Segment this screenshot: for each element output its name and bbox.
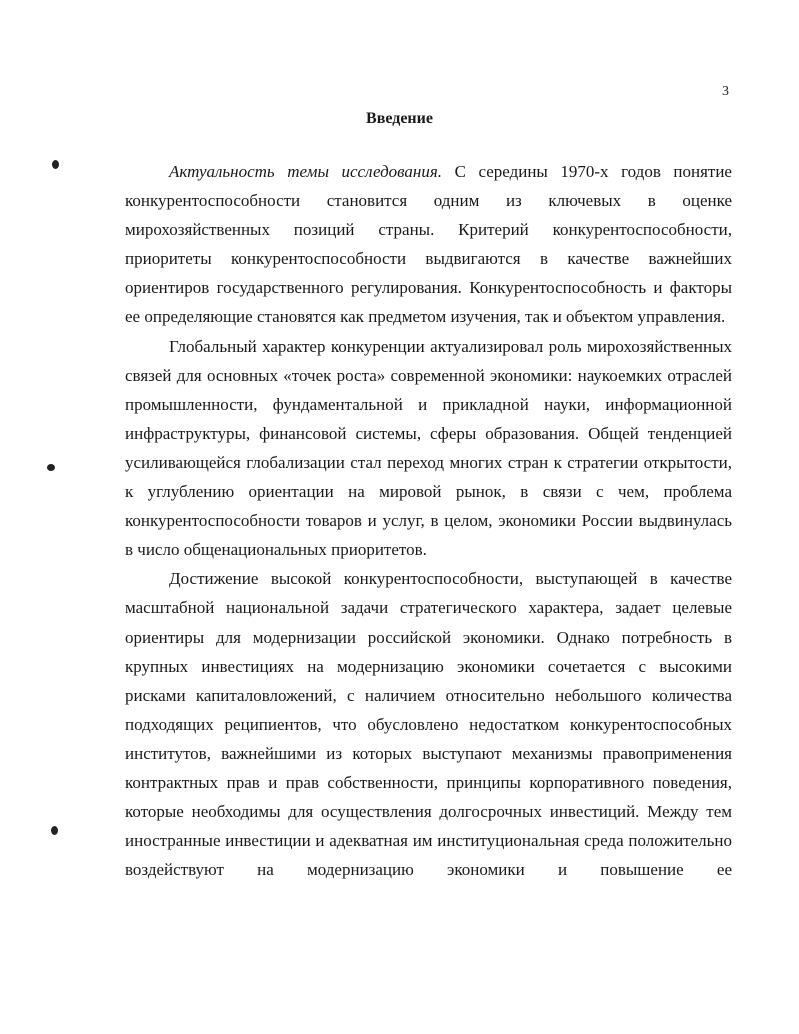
paragraph-relevance (125, 157, 732, 332)
relevance-lead-phrase: Актуальность темы исследования. (169, 162, 443, 181)
scan-speck-top (52, 160, 59, 169)
relevance-text: С середины 1970-х годов понятие конкурентоспособности становится одним из ключевых в оценке мирохозяйственных позиций страны. Критерий конкурентоспособности, приоритеты конкурентоспособности выдвигаются в качестве важнейших ориентиров государственного регулирования. Конкурентоспособность и факторы ее определяющие становятся как предметом изучения, так и объектом управления. (125, 162, 732, 327)
page-title: Введение (366, 110, 433, 127)
document-body (125, 157, 732, 884)
scan-speck-bottom (51, 826, 58, 835)
page-number: 3 (722, 84, 729, 99)
paragraph-competitiveness-modernization: Достижение высокой конкурентоспособности, выступающей в качестве масштабной национальной задачи стратегического характера, задает целевые ориентиры для модернизации российской экономики. Однако потребность в крупных инвестициях на модернизацию экономики сочетается с высокими рисками капиталовложений, с наличием относительно небольшого количества подходящих реципиентов, что обусловлено недостатком конкурентоспособных институтов, важнейшими из которых выступают механизмы правоприменения контрактных прав и прав собственности, принципы корпоративного поведения, которые необходимы для осуществления долгосрочных инвестиций. Между тем иностранные инвестиции и адекватная им институциональная среда положительно воздействуют на модернизацию экономики и повышение ее (125, 569, 732, 880)
paragraph-global-competition: Глобальный характер конкуренции актуализировал роль мирохозяйственных связей для основных «точек роста» современной экономики: наукоемких отраслей промышленности, фундаментальной и прикладной науки, информационной инфраструктуры, финансовой системы, сферы образования. Общей тенденцией усиливающейся глобализации стал переход многих стран к стратегии открытости, к углублению ориентации на мировой рынок, в связи с чем, проблема конкурентоспособности товаров и услуг, в целом, экономики России выдвинулась в число общенациональных приоритетов. (125, 336, 732, 560)
scan-speck-middle (47, 464, 55, 471)
